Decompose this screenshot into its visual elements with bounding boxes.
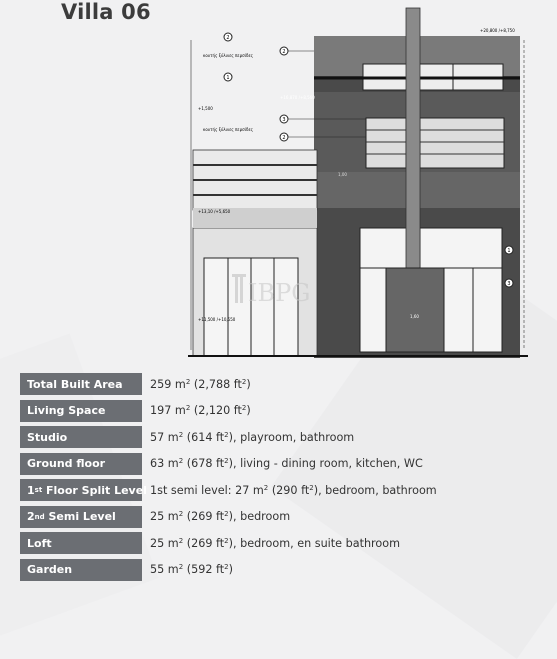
spec-label: Studio [20,426,142,448]
spec-row [20,373,540,395]
spec-value: 25 $m^2$ (269 $ft^2$), bedroom, en suite bathroom [150,536,400,550]
spec-label: Ground floor [20,453,142,475]
level-label: +20,800 /+8,750 [480,28,515,33]
note-text: κουτής ξύλινες περσίδες [203,127,253,132]
callout-number: 1 [507,248,511,254]
spec-value: 25 $m^2$ (269 $ft^2$), bedroom [150,510,291,523]
watermark-pillar-cap [232,274,246,277]
level-label: +1,500 [198,106,213,111]
callout-number: 2 [282,49,286,55]
spec-value: 55 $m^2$ (592 $ft^2$) [150,563,233,576]
spec-value: 197 $m^2$ (2,120 $ft^2$) [150,404,251,417]
spec-row [20,426,540,448]
level-label: +11,500 /+10,550 [198,317,236,322]
spec-label: Garden [20,559,142,581]
upper-window [366,118,406,168]
dimension-text: 1,60 [410,314,419,319]
watermark-pillar [235,277,238,303]
specs-table [20,373,540,585]
spec-row [20,532,540,554]
spec-row [20,453,540,475]
callout-number: 2 [226,35,230,41]
chimney [406,8,420,268]
ground-door [360,268,386,352]
spec-row [20,559,540,581]
callout-number: 2 [282,135,286,141]
spec-value: 57 $m^2$ (614 $ft^2$), playroom, bathroom [150,430,355,444]
level-label: +13,10 /+5,650 [198,209,231,214]
page-title: Villa 06 [61,0,151,24]
spec-label: Total Built Area [20,373,142,395]
entrance-block [386,268,444,352]
spec-value: 1st semi level: 27 $m^2$ (290 $ft^2$), bedroom, bathroom [150,483,437,497]
spec-label: 2 nd Semi Level [20,506,142,528]
level-label: +16,870 /+8,560 [280,95,315,100]
dimension-text: 1,00 [338,172,347,177]
watermark-text: IBPG [248,279,311,307]
callout-number: 3 [282,117,286,123]
spec-label: Loft [20,532,142,554]
spec-label: 1 st Floor Split Level [20,479,142,501]
ground-window [360,228,408,268]
callout-number: 1 [226,75,230,81]
architectural-elevation-drawing [188,0,528,360]
watermark-pillar [240,277,243,303]
callout-number: 3 [507,281,511,287]
note-text: κουτής ξύλινες περσίδες [203,53,253,58]
spec-row [20,400,540,422]
ground-window [420,228,502,268]
spec-value: 259 $m^2$ (2,788 $ft^2$) [150,377,251,391]
spec-label: Living Space [20,400,142,422]
spec-row [20,506,540,528]
spec-row [20,479,540,501]
spec-value: 63 $m^2$ (678 $ft^2$), living - dining room, kitchen, WC [150,457,423,470]
upper-window [420,118,504,168]
